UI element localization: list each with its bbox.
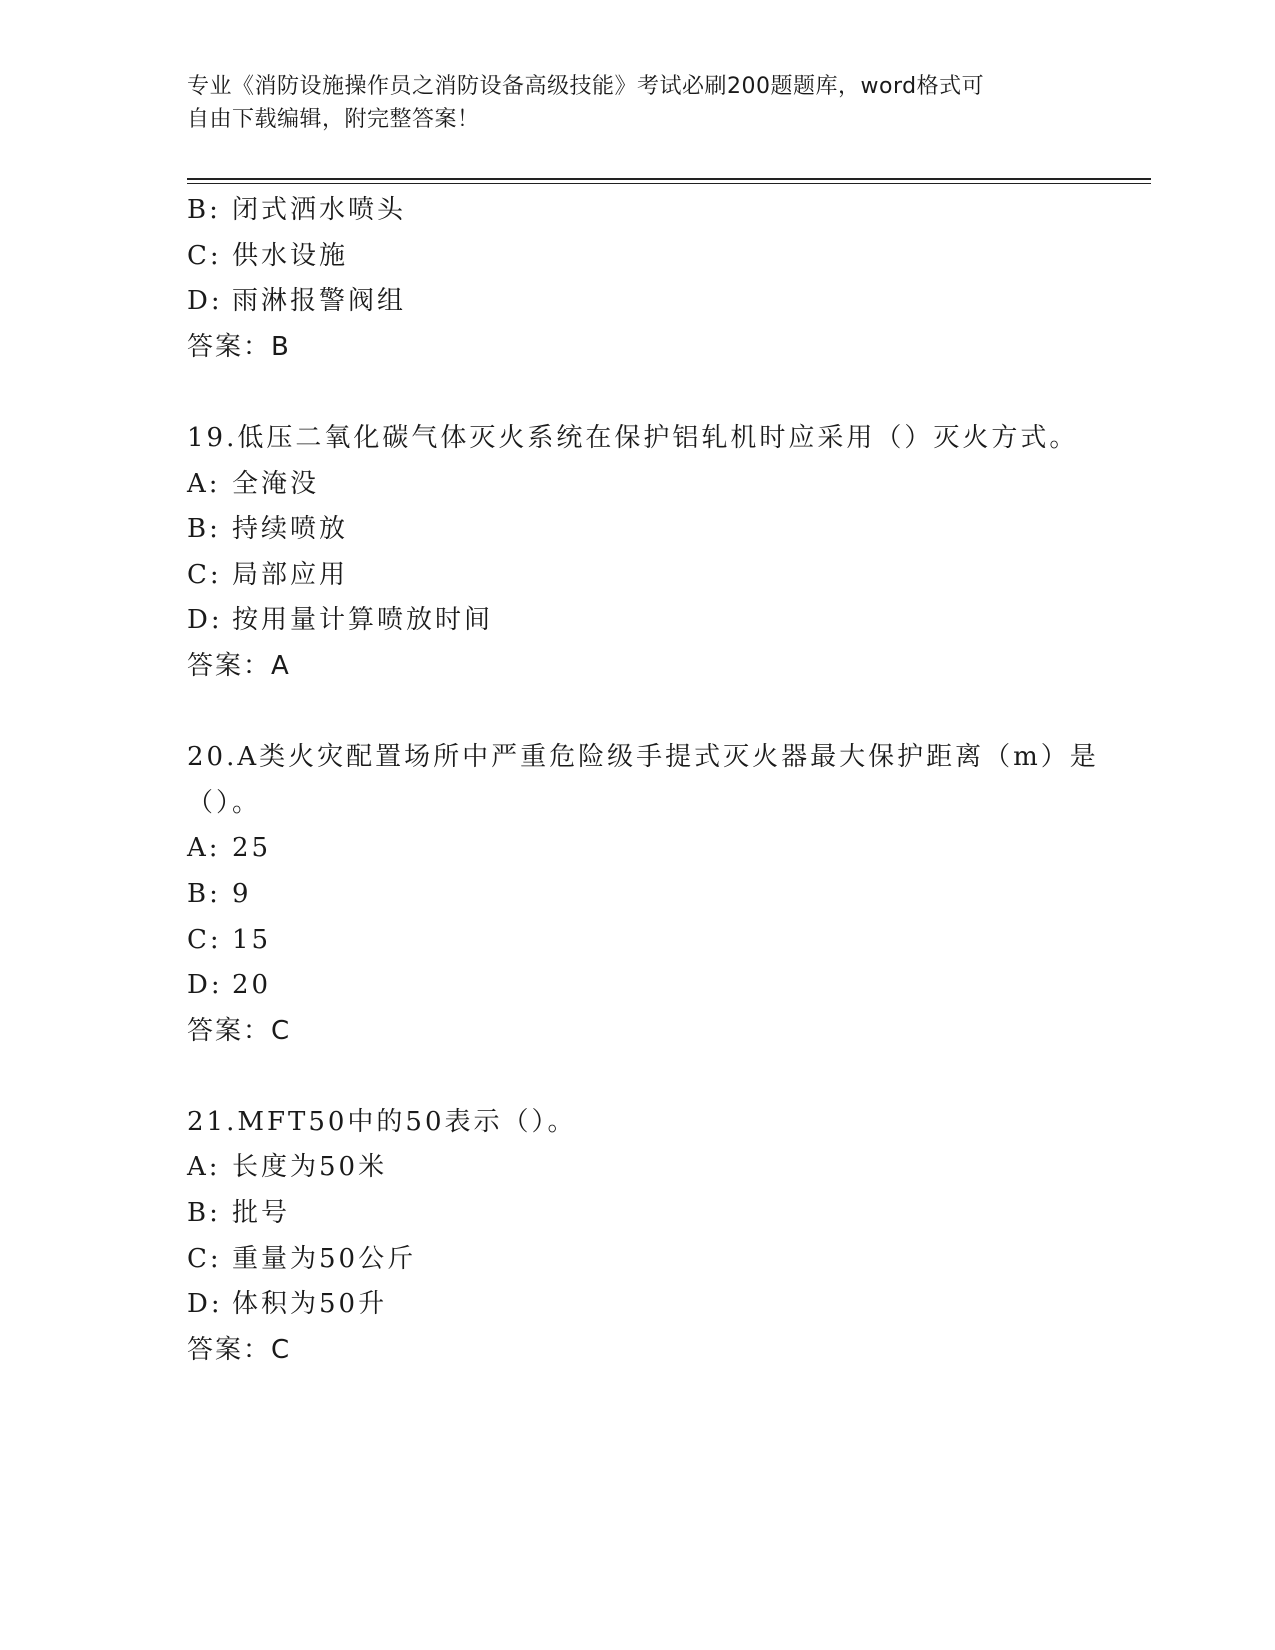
option-d: D: 20 xyxy=(187,970,272,1001)
option-d: D: 雨淋报警阀组 xyxy=(187,286,407,317)
document-header xyxy=(187,70,1087,136)
answer-line: 答案：C xyxy=(187,1334,292,1365)
option-a: A: 长度为50米 xyxy=(187,1152,388,1183)
header-divider-thick xyxy=(187,178,1151,180)
option-d: D: 体积为50升 xyxy=(187,1289,388,1320)
option-c: C: 局部应用 xyxy=(187,559,349,590)
option-b: B: 闭式洒水喷头 xyxy=(187,195,407,225)
question-18-continued xyxy=(187,188,1087,370)
question-list xyxy=(187,188,1099,1373)
question-20 xyxy=(187,735,1099,1054)
header-divider-thin xyxy=(187,183,1151,184)
answer-line: 答案：C xyxy=(187,1015,292,1046)
option-b: B: 持续喷放 xyxy=(187,514,349,545)
option-d: D: 按用量计算喷放时间 xyxy=(187,605,494,636)
option-c: C: 15 xyxy=(187,924,272,955)
question-19 xyxy=(187,416,1087,690)
option-b: B: 批号 xyxy=(187,1198,291,1229)
answer-line: 答案：B xyxy=(187,331,291,362)
question-stem: 19.低压二氧化碳气体灭火系统在保护铝轧机时应采用（）灭火方式。 xyxy=(187,422,1079,453)
option-c: C: 重量为50公斤 xyxy=(187,1243,417,1274)
question-stem-continued: （）。 xyxy=(187,787,262,818)
option-a: A: 全淹没 xyxy=(187,468,320,499)
option-a: A: 25 xyxy=(187,833,272,864)
header-line-2: 自由下载编辑，附完整答案！ xyxy=(187,107,480,132)
question-stem: 20.A类火灾配置场所中严重危险级手提式灭火器最大保护距离（m）是 xyxy=(187,742,1099,773)
header-line-1: 专业《消防设施操作员之消防设备高级技能》考试必刷200题题库，word格式可 xyxy=(187,74,985,99)
option-c: C: 供水设施 xyxy=(187,240,349,271)
question-21 xyxy=(187,1100,1087,1374)
question-stem: 21.MFT50中的50表示（）。 xyxy=(187,1106,577,1137)
option-b: B: 9 xyxy=(187,878,252,909)
answer-line: 答案：A xyxy=(187,650,291,681)
